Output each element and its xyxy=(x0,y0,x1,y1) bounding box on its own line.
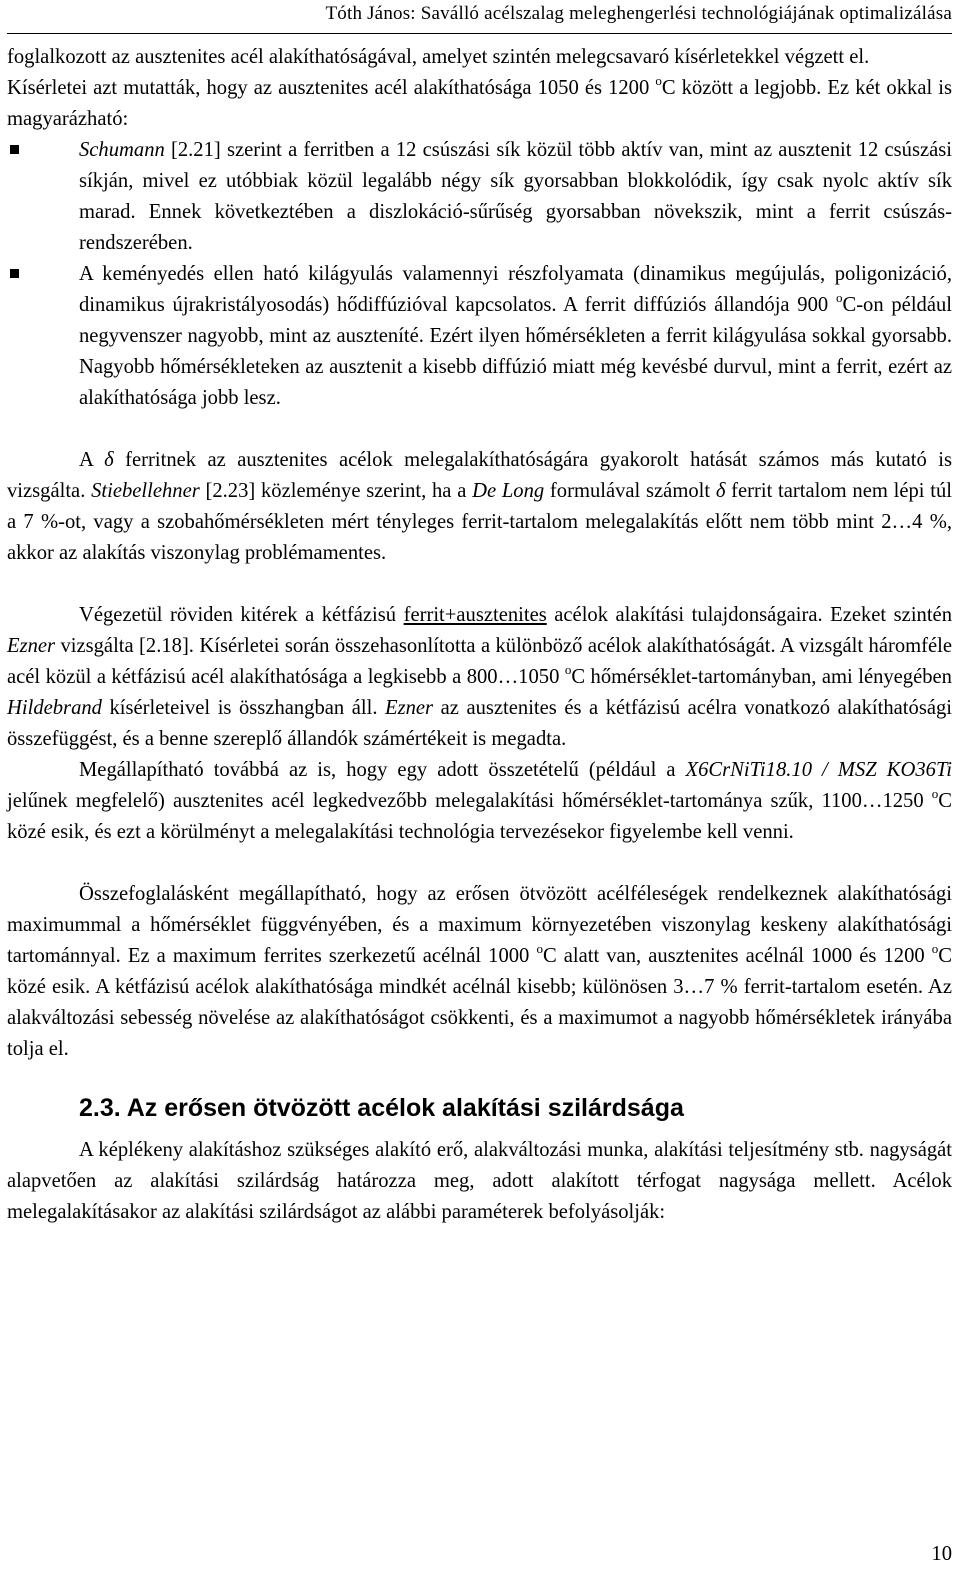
author-name: Ezner xyxy=(7,635,56,657)
degree-sign: o xyxy=(931,941,939,956)
paragraph-continuation: foglalkozott az ausztenites acél alakíthatóságával, amelyet szintén melegcsavaró kísérletekkel végzett el. xyxy=(7,46,870,68)
page-number: 10 xyxy=(931,1543,952,1565)
underlined-term: ferrit+ausztenites xyxy=(403,604,547,626)
list-item: Schumann [2.21] szerint a ferritben a 12 csúszási sík közül több aktív van, mint az ausztenit 12 csúszási síkján, mivel ez utóbbiak közül legalább négy sík gyorsabban blokkolódik, így csak nyolc aktív sík marad. Ennek következtében a diszlokáció-sűrűség gyorsabban növekszik, mint a ferrit csúszás-rendszerében. xyxy=(7,135,952,259)
delta-symbol: δ xyxy=(715,480,726,502)
running-header: Tóth János: Saválló acélszalag meleghengerlési technológiájának optimalizálása xyxy=(325,3,952,24)
header-rule xyxy=(7,33,952,34)
author-name: De Long xyxy=(472,480,545,502)
author-name: Schumann xyxy=(79,139,165,161)
square-bullet-icon xyxy=(10,145,19,154)
steel-grade: X6CrNiTi18.10 / MSZ KO36Ti xyxy=(685,759,952,781)
author-name: Stiebellehner xyxy=(91,480,200,502)
square-bullet-icon xyxy=(10,269,19,278)
section-heading: 2.3. Az erősen ötvözött acélok alakítási szilárdsága xyxy=(79,1094,684,1122)
degree-sign: o xyxy=(655,73,662,88)
paragraph-forming-strength: A képlékeny alakításhoz szükséges alakító erő, alakváltozási munka, alakítási teljesítmény stb. nagyságát alapvetően az alakítási szilárdság határozza meg, adott alakított térfogat nagysága mellett. Acélok melegalakításakor az alakítási szilárdságot az alábbi paraméterek befolyásolják: xyxy=(7,1139,952,1223)
degree-sign: o xyxy=(931,786,939,801)
degree-sign: o xyxy=(835,290,843,305)
paragraph-results: Kísérletei azt mutatták, hogy az ausztenites acél alakíthatósága 1050 és 1200 $^o$C között a legjobb. Ez két okkal is magyarázható: xyxy=(7,73,952,130)
list-item: A keményedés ellen ható kilágyulás valamennyi részfolyamata (dinamikus megújulás, poligonizáció, dinamikus újrakristályosodás) hődiffúzióval kapcsolatos. A ferrit diffúziós állandója 900 $^o$C-on például negyvenszer nagyobb, mint az auszteníté. Ezért ilyen hőmérsékleten a ferrit kilágyulása sokkal gyorsabb. Nagyobb hőmérsékleteken az ausztenit a kisebb diffúzió miatt még kevésbé durvul, mint a ferrit, ezért az alakíthatósága jobb lesz. xyxy=(7,259,952,414)
page-body xyxy=(7,42,952,1228)
author-name: Ezner xyxy=(385,697,434,719)
paragraph-delta-ferrite: A δ ferritnek az ausztenites acélok melegalakíthatóságára gyakorolt hatását számos más kutató is vizsgálta. Stiebellehner [2.23] közleménye szerint, ha a De Long formulával számolt δ ferrit tartalom nem lépi túl a 7 %-ot, vagy a szobahőmérsékleten mért tényleges ferrit-tartalom melegalakítás előtt nem több mint 2…4 %, akkor az alakítás viszonylag problémamentes. xyxy=(7,449,952,564)
paragraph-optimal-range: Megállapítható továbbá az is, hogy egy adott összetételű (például a X6CrNiTi18.10 / MSZ KO36Ti jelűnek megfelelő) ausztenites acél legkedvezőbb melegalakítási hőmérséklet-tartománya szűk, 1100…1250 $^o$C közé esik, és ezt a körülményt a melegalakítási technológia tervezésekor figyelembe kell venni. xyxy=(7,759,952,843)
author-name: Hildebrand xyxy=(7,697,102,719)
paragraph-duplex-steels: Végezetül röviden kitérek a kétfázisú ferrit+ausztenites acélok alakítási tulajdonságaira. Ezeket szintén Ezner vizsgálta [2.18]. Kísérletei során összehasonlította a különböző acélok alakíthatóságát. A vizsgált háromféle acél közül a kétfázisú acél alakíthatósága a legkisebb a 800…1050 $^o$C hőmérséklet-tartományban, ami lényegében Hildebrand kísérleteivel is összhangban áll. Ezner az ausztenites és a kétfázisú acélra vonatkozó alakíthatósági összefüggést, és a benne szereplő állandók számértékeit is megadta. xyxy=(7,604,952,750)
degree-sign: o xyxy=(536,941,543,956)
degree-sign: o xyxy=(564,662,572,677)
paragraph-summary: Összefoglalásként megállapítható, hogy az erősen ötvözött acélféleségek rendelkeznek alakíthatósági maximummal a hőmérséklet függvényében, és a maximum környezetében viszonylag keskeny alakíthatósági tartománnyal. Ez a maximum ferrites szerkezetű acélnál 1000 $^o$C alatt van, ausztenites acélnál 1000 és 1200 $^o$C közé esik. A kétfázisú acélok alakíthatósága mindkét acélnál kisebb; különösen 3…7 % ferrit-tartalom esetén. Az alakváltozási sebesség növelése az alakíthatóságot csökkenti, és a maximumot a nagyobb hőmérsékletek irányába tolja el. xyxy=(7,883,952,1060)
delta-symbol: δ xyxy=(104,449,114,471)
reasons-list xyxy=(7,135,952,414)
